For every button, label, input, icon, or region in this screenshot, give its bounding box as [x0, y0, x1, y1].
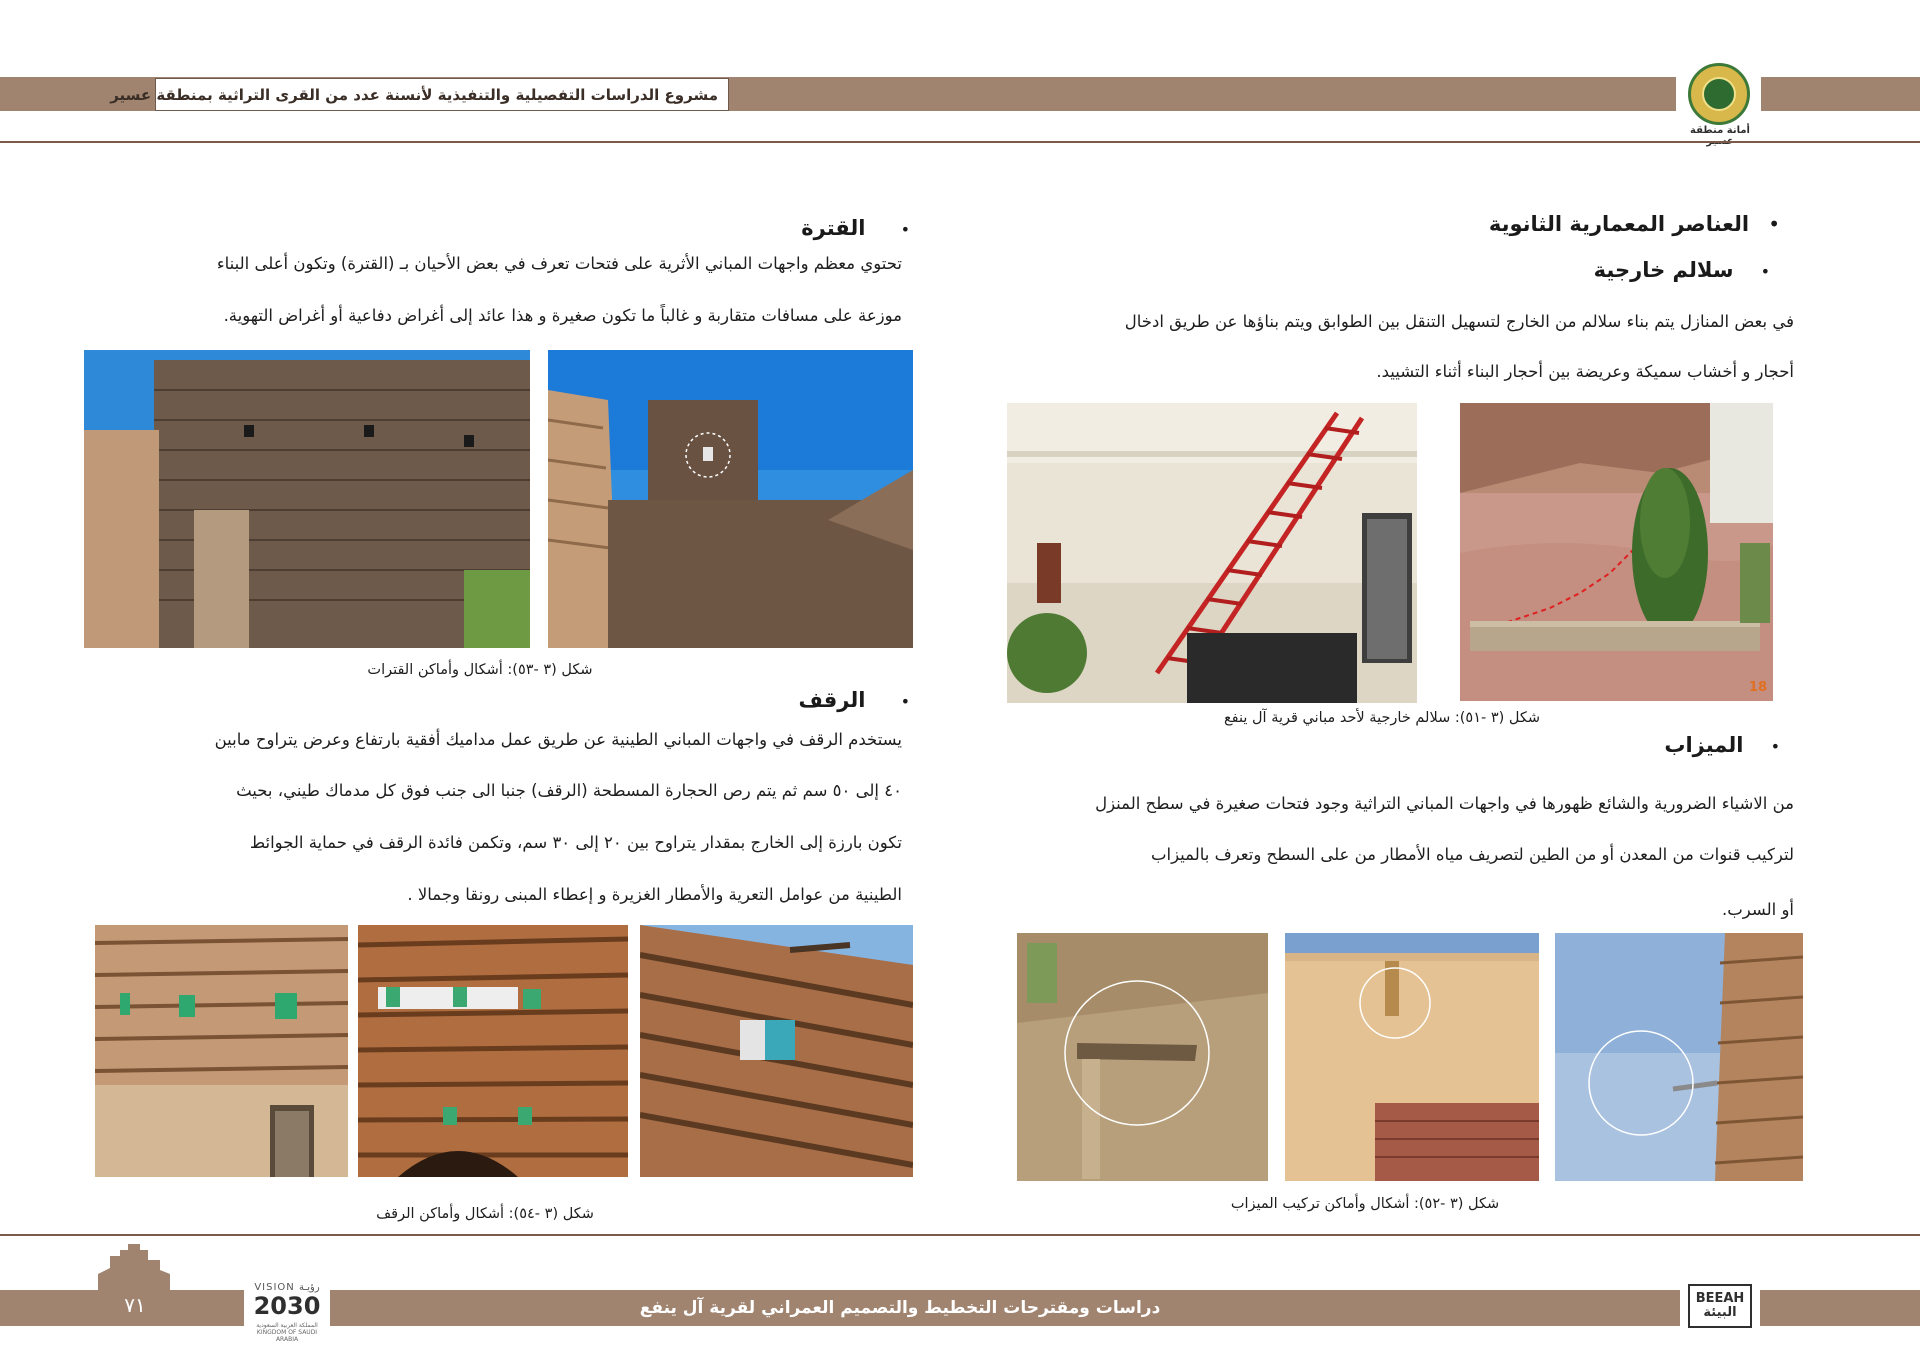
- rugaf-paragraph-line: تكون بارزة إلى الخارج بمقدار يتراوح بين ٢٠ إلى ٣٠ سم، وتكمن فائدة الرقف في حماية الجوائط: [249, 833, 902, 852]
- gutter-paragraph-line: أو السرب.: [1721, 900, 1794, 919]
- rugaf-heading-row: [780, 688, 910, 712]
- stairs-paragraph-line: أحجار و أخشاب سميكة وعريضة بين أحجار البناء أثناء التشييد.: [1376, 362, 1794, 381]
- gutter-paragraph-line: لتركيب قنوات من المعدن أو من الطين لتصريف مياه الأمطار من على السطح وتعرف بالميزاب: [1150, 845, 1794, 864]
- gutter-photo-wall: [1285, 933, 1539, 1181]
- qutra-photo-tower: [548, 350, 913, 648]
- section-heading-row: [1480, 212, 1780, 236]
- gutter-caption: شكل (٣ -٥٢): أشكال وأماكن تركيب الميزاب: [1230, 1196, 1500, 1212]
- gutter-photo-closeup: [1017, 933, 1268, 1181]
- beeah-logo-latin: BEEAH: [1695, 1291, 1745, 1306]
- stairs-photo-metal: [1007, 403, 1417, 703]
- header-title: مشروع الدراسات التفصيلية والتنفيذية لأنسنة عدد من القرى التراثية بمنطقة عسير: [110, 85, 718, 104]
- gutter-photo-tower: [1555, 933, 1803, 1181]
- header-rule: [0, 141, 1920, 143]
- header-title-box: [110, 78, 729, 111]
- logo-caption: أمانة منطقة: [1690, 125, 1750, 136]
- rugaf-paragraph-line: ٤٠ إلى ٥٠ سم ثم يتم رص الحجارة المسطحة (الرقف) جنبا الى جنب فوق كل مدماك طيني، بحيث: [236, 781, 902, 800]
- bullet-icon: •: [900, 692, 910, 711]
- qutra-paragraph-line: موزعة على مسافات متقاربة و غالباً ما تكون صغيرة و هذا عائد إلى أغراض دفاعية أو أغراض التهوية.: [223, 306, 902, 325]
- beeah-logo-icon: [1688, 1284, 1752, 1328]
- bullet-icon: •: [900, 220, 910, 239]
- rugaf-photo-tower: [358, 925, 628, 1177]
- gutter-heading-row: [1560, 733, 1780, 757]
- stairs-photo-rock: [1460, 403, 1773, 701]
- footer-title: دراسات ومقترحات التخطيط والتصميم العمراني لقرية آل ينفع: [639, 1298, 1161, 1318]
- qutra-caption: شكل (٣ -٥٣): أشكال وأماكن القترات: [367, 662, 593, 678]
- photo-badge: 18: [1748, 680, 1767, 695]
- bullet-icon: •: [1760, 262, 1770, 281]
- qutra-photo-wall: [84, 350, 530, 648]
- vision-logo-year: 2030: [253, 1292, 321, 1320]
- rugaf-paragraph-line: يستخدم الرقف في واجهات المباني الطينية عن طريق عمل مداميك أفقية بارتفاع وعرض يتراوح مابين: [214, 730, 902, 749]
- vision-logo-subtitle: المملكة العربية السعودية KINGDOM OF SAUDI ARABIA: [256, 1322, 318, 1343]
- rugaf-photo-house: [95, 925, 348, 1177]
- rugaf-caption: شكل (٣ -٥٤): أشكال وأماكن الرقف: [376, 1206, 594, 1222]
- qutra-heading-row: [800, 216, 910, 240]
- gutter-heading: الميزاب: [1664, 733, 1744, 757]
- rugaf-photo-facade: [640, 925, 913, 1177]
- page-number: ٧١: [124, 1293, 146, 1317]
- vision-logo-label: VISION رؤيـة: [254, 1282, 320, 1293]
- bullet-icon: •: [1768, 212, 1780, 236]
- rugaf-paragraph-line: الطينية من عوامل التعرية والأمطار الغزيرة و إعطاء المبنى رونقا وجمالا .: [407, 885, 902, 904]
- castle-icon: [98, 1244, 188, 1296]
- stairs-paragraph-line: في بعض المنازل يتم بناء سلالم من الخارج لتسهيل التنقل بين الطوابق ويتم بناؤها عن طريق ادخال: [1124, 312, 1794, 331]
- beeah-logo-arabic: البيئة: [1703, 1305, 1737, 1320]
- stairs-caption: شكل (٣ -٥١): سلالم خارجية لأحد مباني قرية آل ينفع: [1223, 710, 1541, 726]
- footer-rule: [0, 1234, 1920, 1236]
- bullet-icon: •: [1770, 737, 1780, 756]
- section-heading: العناصر المعمارية الثانوية: [1488, 212, 1750, 236]
- qutra-paragraph-line: تحتوي معظم واجهات المباني الأثرية على فتحات تعرف في بعض الأحيان بـ (القترة) وتكون أعلى البناء: [216, 254, 902, 273]
- stairs-heading-row: [1540, 258, 1770, 282]
- municipality-logo-icon: [1688, 63, 1750, 125]
- gutter-paragraph-line: من الاشياء الضرورية والشائع ظهورها في واجهات المباني التراثية وجود فتحات صغيرة في سطح المنزل: [1095, 794, 1794, 813]
- rugaf-heading: الرقف: [798, 688, 866, 712]
- stairs-heading: سلالم خارجية: [1593, 258, 1734, 282]
- qutra-heading: القترة: [801, 216, 866, 240]
